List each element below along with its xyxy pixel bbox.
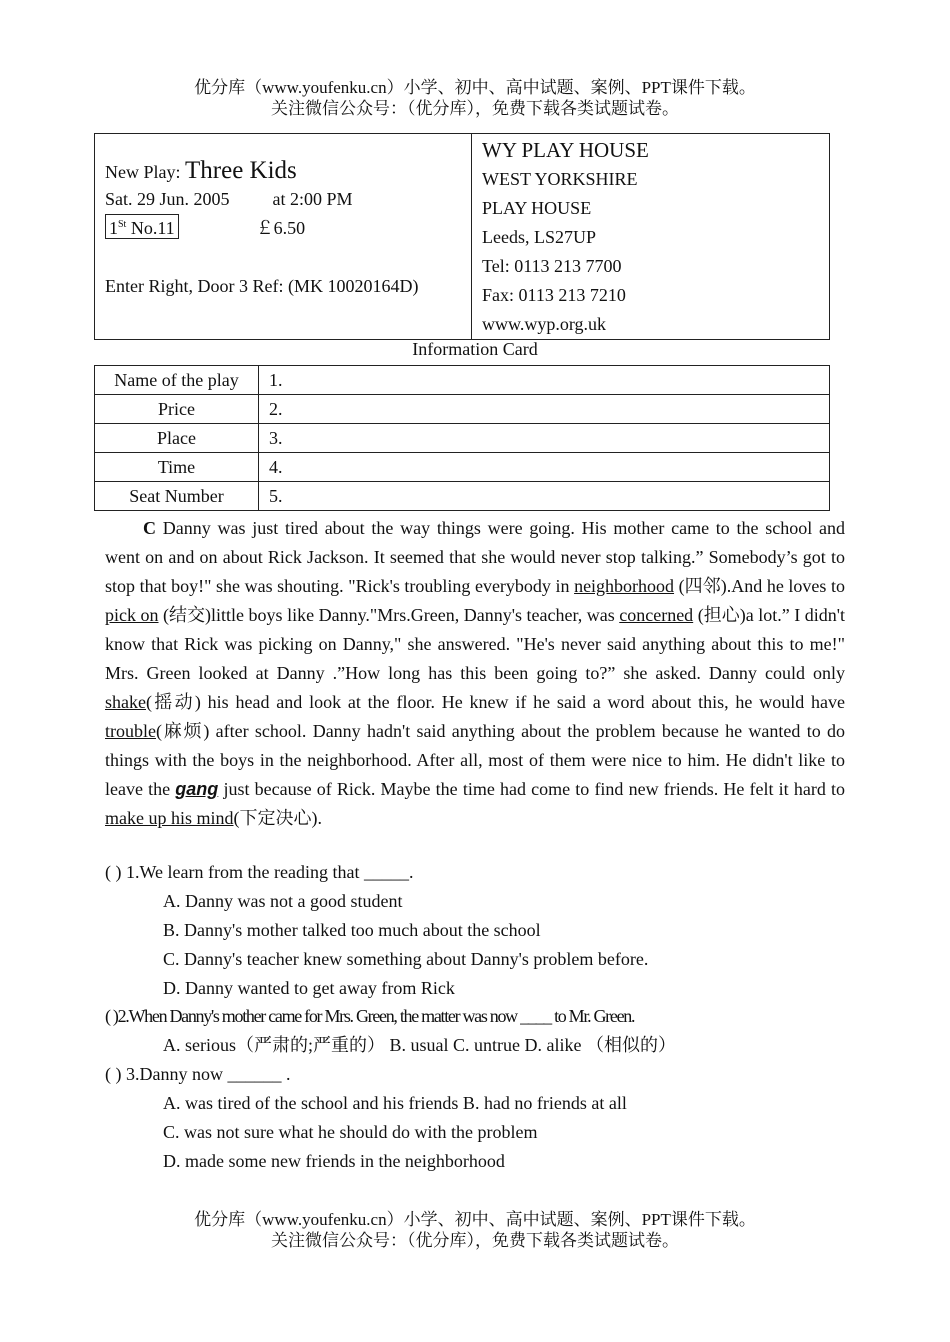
page-header xyxy=(0,77,950,119)
ticket-entry: Enter Right, Door 3 Ref: (MK 10020164D) xyxy=(105,276,419,296)
venue-line: PLAY HOUSE xyxy=(482,198,592,218)
table-row xyxy=(95,482,830,511)
show-date: Sat. 29 Jun. 2005 xyxy=(105,189,230,209)
venue-line: WEST YORKSHIRE xyxy=(482,169,638,189)
question-2: ( )2.When Danny's mother came for Mrs. Green, the matter was now ____ to Mr. Green. xyxy=(105,1006,635,1026)
question-1-option: B. Danny's mother talked too much about the school xyxy=(163,920,541,940)
question-3: ( ) 3.Danny now ______ . xyxy=(105,1064,291,1084)
vocab-word-gang: gang xyxy=(175,779,219,799)
question-3-option: D. made some new friends in the neighborhood xyxy=(163,1151,505,1171)
info-label: Price xyxy=(95,395,259,424)
question-3-option: A. was tired of the school and his friends B. had no friends at all xyxy=(163,1093,627,1113)
question-2-options: A. serious（严肃的;严重的） B. usual C. untrue D. alike （相似的） xyxy=(163,1035,676,1055)
info-label: Name of the play xyxy=(95,366,259,395)
info-label: Place xyxy=(95,424,259,453)
venue-fax: Fax: 0113 213 7210 xyxy=(482,285,626,305)
ticket-left xyxy=(95,134,472,340)
seat-box xyxy=(105,214,179,239)
passage-text: (麻烦) after school. Danny hadn't said anything about the problem because he wanted to do things with the boys in the neighborhood. After all, most of them were nice to him. He didn't like to leave the xyxy=(105,721,845,799)
header-line-2: 关注微信公众号：（优分库），免费下载各类试题试卷。 xyxy=(271,99,679,118)
table-row xyxy=(95,395,830,424)
info-value: 3. xyxy=(259,424,830,453)
page-footer xyxy=(0,1209,950,1251)
info-label: Time xyxy=(95,453,259,482)
seat-row: 1 xyxy=(109,218,118,238)
play-name: Three Kids xyxy=(185,157,297,184)
question-1-option: C. Danny's teacher knew something about Danny's problem before. xyxy=(163,949,649,969)
venue-tel: Tel: 0113 213 7700 xyxy=(482,256,622,276)
ticket xyxy=(94,133,830,340)
table-row xyxy=(95,366,830,395)
seat-row-suffix: St xyxy=(118,219,127,230)
question-1: ( ) 1.We learn from the reading that _____. xyxy=(105,862,414,882)
info-card-title: Information Card xyxy=(412,339,538,359)
passage-text: (四邻).And he loves to xyxy=(674,576,845,596)
vocab-word: neighborhood xyxy=(574,576,675,596)
passage-text: (担心)a lot.” I didn't know that Rick was picking on Danny," she answered. "He's never said anything about this to me!" Mrs. Green looked at Danny .”How long has this been going to?” she asked. Danny could only xyxy=(105,605,845,683)
new-play-label: New Play: xyxy=(105,162,185,182)
vocab-word: concerned xyxy=(619,605,694,625)
vocab-word: pick on xyxy=(105,605,159,625)
question-1-option: A. Danny was not a good student xyxy=(163,891,403,911)
info-value: 2. xyxy=(259,395,830,424)
vocab-word: make up his mind xyxy=(105,808,234,828)
info-label: Seat Number xyxy=(95,482,259,511)
ticket-right xyxy=(472,134,830,340)
venue-title: WY PLAY HOUSE xyxy=(482,138,649,162)
venue-website: www.wyp.org.uk xyxy=(482,314,606,334)
reading-passage xyxy=(105,514,845,833)
footer-line-1: 优分库（www.youfenku.cn）小学、初中、高中试题、案例、PPT课件下载。 xyxy=(194,1210,756,1229)
info-card-table xyxy=(94,365,830,511)
show-time: at 2:00 PM xyxy=(272,189,353,209)
question-1-option: D. Danny wanted to get away from Rick xyxy=(163,978,455,998)
passage-text: (下定决心). xyxy=(233,808,322,828)
vocab-word: shake xyxy=(105,692,146,712)
passage-text: Danny was just tired about the way things were going. His mother came to the school and went on and on about Rick Jackson. It seemed that she would never stop talking.” Somebody’s got to stop that boy!" she was shouting. "Rick's troubling everybody in xyxy=(105,518,846,596)
table-row xyxy=(95,453,830,482)
passage-text: just because of Rick. Maybe the time had come to find new friends. He felt it hard to xyxy=(218,779,845,799)
vocab-word: trouble xyxy=(105,721,156,741)
question-3-option: C. was not sure what he should do with the problem xyxy=(163,1122,538,1142)
passage-label: C xyxy=(143,518,156,538)
header-line-1: 优分库（www.youfenku.cn）小学、初中、高中试题、案例、PPT课件下载。 xyxy=(194,78,756,97)
info-value: 4. xyxy=(259,453,830,482)
venue-address: Leeds, LS27UP xyxy=(482,227,596,247)
footer-line-2: 关注微信公众号：（优分库），免费下载各类试题试卷。 xyxy=(271,1231,679,1250)
table-row xyxy=(95,424,830,453)
info-value: 5. xyxy=(259,482,830,511)
info-value: 1. xyxy=(259,366,830,395)
passage-text: (结交)little boys like Danny."Mrs.Green, Danny's teacher, was xyxy=(158,605,620,625)
ticket-price: ￡6.50 xyxy=(255,218,306,238)
passage-text: (摇动) his head and look at the floor. He knew if he said a word about this, he would have xyxy=(145,692,845,712)
seat-number: No.11 xyxy=(126,218,175,238)
